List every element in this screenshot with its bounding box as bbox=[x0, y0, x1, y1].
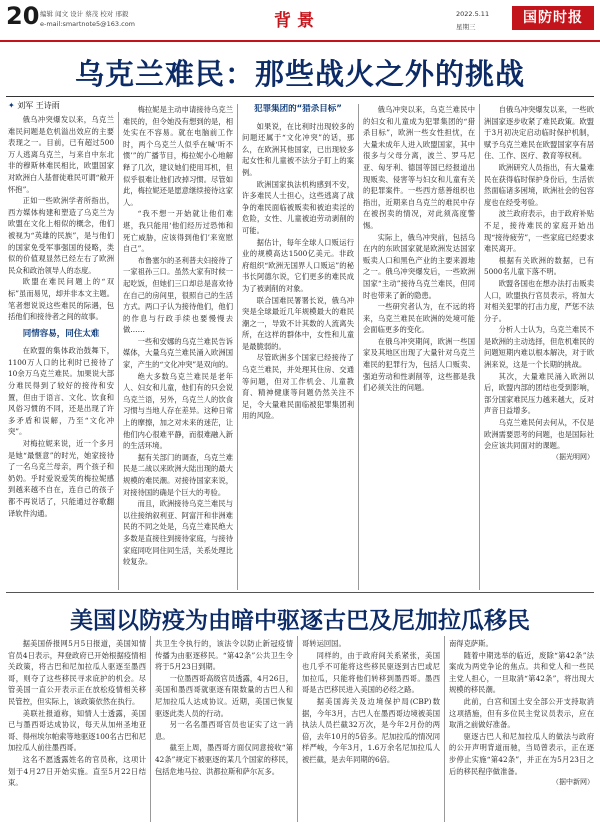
paragraph: 哥转运回国。 bbox=[302, 639, 346, 648]
column-divider bbox=[297, 636, 298, 822]
paragraph: 欧盟在难民问题上的“双标”虽而易见，却并非本文主题。笔者想说说这些难民的际遇，包括他们和接待者之间的故事。 bbox=[8, 277, 114, 322]
paragraph: 据美国侨报网5月5日报道，美国知情官员4日表示，拜登政府已开始根据疫情相关政策，将古巴和尼加拉瓜人驱逐至墨西哥，则夺了这些移民寻求庇护的机会。尽管美国一直公开表示正在放松疫情相关移民管控，但实际上，该政策依然在执行。 bbox=[8, 639, 146, 706]
paragraph: 据有关部门的调查，乌克兰难民是二战以来欧洲大陆出现的最大规模的难民潮。对接待国家来说，对接待国的确是个巨大的考验。 bbox=[123, 452, 233, 497]
paragraph: 布鲁塞尔的圣利普夫妇接待了一家祖孙三口。虽然大家有时候一起吃饭，但她们三口却总是喜欢待在自己的房间里，很照自己的生活方式。两口子认为接待他们，他们的作息与行政手续也要慢慢去做…… bbox=[123, 255, 233, 335]
paragraph: 此前，白宫和国土安全部公开支持取消这项措施，但有多位民主党议员表示，应在取消之前做好准备。 bbox=[449, 696, 594, 730]
paragraph: 而且，欧洲接待乌克兰难民与以往接纳叙利亚、阿富汗和非洲难民的不同之处是，乌克兰难民绝大多数是直接往到接待家庭，与接待家庭同吃同住同生活，关系处理比较复杂。 bbox=[123, 499, 233, 567]
paragraph: 另一名名墨西哥官员也证实了这一消息。 bbox=[155, 720, 293, 741]
column-divider bbox=[118, 112, 119, 590]
headline-rule bbox=[6, 96, 594, 97]
paragraph: 如果说，在比利时出现较多的问题还属于“文化冲突”的话，那么，在欧洲其他国家，已出现较多起女性和儿童被不法分子盯上的案例。 bbox=[242, 121, 354, 177]
paragraph: 一些研究者认为，在不远的将来，乌克兰难民在欧洲的处境可能会面临更多的变化。 bbox=[363, 302, 475, 335]
article2-column-2 bbox=[155, 638, 293, 822]
article2-column-3 bbox=[302, 638, 440, 822]
paragraph: 欧洲国家执法机构感到不安，许多难民人士担心，这些逃离了战争的难民面临被贩卖和被迫卖淫的危险，女性、儿童被迫劳动剥削的可能。 bbox=[242, 179, 354, 235]
paragraph: 尽管欧洲多个国家已经接待了乌克兰难民，并处理其住房、交通等问题，但对工作机会、儿童教育、精神健康等问题仍然关注不足，令大量难民面临被犯罪集团利用的风险。 bbox=[242, 353, 354, 421]
paragraph: 绝大多数乌克兰难民是老年人、妇女和儿童，他们有的只会说乌克兰语，另外，乌克兰人的饮食习惯与当地人存在差异。这种日常上的摩擦，加之对未来的迷茫，让他们内心很难平静，而很难融入新的生活环境。 bbox=[123, 371, 233, 451]
article2-column-1 bbox=[8, 638, 146, 822]
paragraph: 这名不愿透露姓名的官员称，这项计划于4月27日开始实施。直至5月22日结束。 bbox=[8, 754, 146, 788]
paragraph: 随着中期选举的临近，废除“第42条”法案成为两党争论的焦点。共和党人和一些民主党人担心，一旦取消“第42条”，将出现大规模的移民潮。 bbox=[449, 650, 594, 695]
paragraph: 联合国难民署署长说，俄乌冲突是全球最近几年规模最大的难民潮之一，导致不计其数的人流离失所，在这样的群体中，女性和儿童是最脆弱的。 bbox=[242, 295, 354, 351]
article-separator bbox=[6, 592, 594, 593]
editor-info: 编辑 闻文 设计 蔡茂 校对 邢毅 bbox=[40, 10, 129, 18]
paragraph: 在俄乌冲突期间，欧洲一些国家及其地区出现了大量针对乌克兰难民的犯罪行为，包括人口贩卖、强迫劳动和性剥削等，这些都是我们必须关注的问题。 bbox=[363, 336, 475, 393]
paragraph: 自俄乌冲突爆发以来，一些欧洲国家逐步收紧了难民政策。欧盟于3月初决定启动临时保护机制，赋予乌克兰难民在欧盟国家享有居住、工作、医疗、教育等权利。 bbox=[484, 105, 594, 161]
article1-column-4 bbox=[363, 104, 475, 588]
article2-column-4 bbox=[449, 638, 594, 822]
paragraph: 梅拉妮是主动申请接待乌克兰难民的，但令她没有想到的是，相处实在不容易。就在电脑前工作时，两个乌克兰人似乎在喊‘听不惯’”的广播节目，梅拉妮小心地解释了几次，建议她们使用耳机，但似乎很难让他们改掉习惯。尽管如此，梅拉妮还是愿意继续接待这家人。 bbox=[123, 105, 233, 207]
column-divider bbox=[237, 104, 238, 590]
paragraph: 共卫生令执行的，该法令以防止新冠疫情传播为由驱逐移民。“第42条”公共卫生令将于5月23日到期。 bbox=[155, 639, 293, 672]
column-divider bbox=[358, 104, 359, 590]
paragraph: 一位墨西哥高级官员透露，4月26日，美国和墨西哥就驱逐有限数量的古巴人和尼加拉瓜人达成协议。近期，美国已恢复驱逐此类人员的行动。 bbox=[155, 673, 293, 718]
article1-subhead-2: 犯罪集团的“猎杀目标” bbox=[254, 104, 342, 114]
paragraph: 据美国海关及边境保护局(CBP)数据，今年3月，古巴人在墨西哥边境被美国执法人员拦截32万次，是今年2月份的两倍，去年10月的5倍多。尼加拉瓜的情况同样严峻，今年3月，1.6万余名尼加拉瓜人被拦截，是去年同期的6倍。 bbox=[302, 696, 440, 764]
paragraph: “我不想一开始就让他们难堪，我只能用‘他们经历过恐怖和死亡威胁，应该得到他们’来宽慰自己”。 bbox=[123, 209, 233, 254]
article1-column-1 bbox=[8, 114, 114, 588]
paragraph: 在欧盟的集体政治鼓舞下，1100万人口的比利时已接待了10余万乌克兰难民。加果说大部分难民得到了较好的接待和安置，但由于语言、文化、饮食和风俗习惯的不同，还是出现了许多矛盾和误解，乃至“文化冲突”。 bbox=[8, 346, 114, 437]
page-header bbox=[0, 0, 600, 42]
article1-byline bbox=[8, 100, 60, 111]
paragraph: 美联社报道称，知情人士透露，美国已与墨西哥达成协议，每天从加州圣地亚哥、得州埃尔帕索等地驱逐100名古巴和尼加拉瓜人前往墨西哥。 bbox=[8, 708, 146, 753]
article2-credit: （据中新网） bbox=[552, 778, 594, 787]
paragraph: 欧盟各国也在想办法打击贩卖人口，欧盟执行官员表示，将加大对相关犯罪的打击力度，严惩不法分子。 bbox=[484, 278, 594, 323]
paragraph: 实际上，俄乌冲突前，包括乌在内的东欧国家就是欧洲发达国家贩卖人口和黑色产业的主要来源地之一。俄乌冲突爆发后，一些欧洲国家“主动”接待乌克兰难民，但同时也带来了新的隐患。 bbox=[363, 232, 475, 300]
column-divider bbox=[479, 104, 480, 590]
article1-column-3 bbox=[242, 104, 354, 588]
issue-date: 2022.5.11 bbox=[456, 10, 490, 18]
column-divider bbox=[150, 636, 151, 822]
paragraph: 其次，大量难民涌入欧洲以后，欧盟内部的团结也受到影响，部分国家难民压力越来越大，反对声音日益增多。 bbox=[484, 371, 594, 416]
article1-headline: 乌克兰难民：那些战火之外的挑战 bbox=[74, 57, 525, 91]
article1-column-5 bbox=[484, 104, 594, 588]
article1-column-2 bbox=[123, 104, 233, 588]
paragraph: 南得克萨斯。 bbox=[449, 639, 493, 648]
paragraph: 驱逐古巴人和尼加拉瓜人的做法与政府的公开声明背道而驰，当局曾表示，正在逐步停止实施“第42条”，并正在为5月23日之后的移民程序做准备。 bbox=[449, 731, 594, 776]
issue-weekday: 星期三 bbox=[456, 23, 476, 31]
paragraph: 根据有关欧洲的数据，已有5000名儿童下落不明。 bbox=[484, 255, 594, 277]
byline-authors: 刘军 王诗雨 bbox=[17, 101, 60, 110]
paragraph: 俄乌冲突以来，乌克兰难民中的妇女和儿童成为犯罪集团的“猎杀目标”，欧洲一些女性担忧，在大量未成年人进入欧盟国家，其中很多与父母分离，波兰、罗马尼亚、匈牙利、德国等国已经报道出现贩卖、侵害等与妇女和儿童有关的犯罪案件。一些西方慈善组织也指出，近期来自乌克兰的难民中存在被拐卖的情况，对此须高度警惕。 bbox=[363, 105, 475, 230]
email-info: e-mail:smartnote5@163.com bbox=[40, 20, 136, 28]
paragraph: 波兰政府表示，由于政府补贴不足，接待难民的家庭开始出现“接待疲劳”，一些家庭已经要求难民离开。 bbox=[484, 209, 594, 254]
paragraph: 欧洲研究人员指出，有大量难民在获得临时保护身份后，生活依然面临诸多困境，欧洲社会的包容度也在经受考验。 bbox=[484, 162, 594, 207]
column-divider bbox=[444, 636, 445, 822]
paragraph: 对梅拉妮来说，近一个多月是她“最惬意”的时光，她家接待了一名乌克兰母亲，两个孩子和奶奶。乎时爱说爱笑的梅拉妮感到越来越不自在，连自己的孩子都不再说话了，只能通过谷歌翻译软件沟通。 bbox=[8, 439, 114, 518]
paragraph: 俄乌冲突爆发以来，乌克兰难民问题是危机溢出效应的主要表现之一。目前，已有超过500万人逃离乌克兰，与来自中东北非的穆斯林难民相比，欧盟国家对欧洲白人基督徒难民可谓“敞开怀抱”。 bbox=[8, 115, 114, 194]
paragraph: 乌克兰难民何去何从，不仅是欧洲需要思考的问题，也是国际社会应该共同面对的课题。 bbox=[484, 418, 594, 451]
article1-credit: （据光明网） bbox=[552, 452, 594, 461]
section-title: 背景 bbox=[274, 11, 320, 31]
star-icon: ✦ bbox=[8, 101, 15, 110]
paragraph: 一些和安娜的乌克兰难民告诉媒体，大量乌克兰难民涌入欧洲国家，产生的“文化冲突”是双向的。 bbox=[123, 336, 233, 370]
paragraph: 正如一些欧洲学者所指出，西方媒体构建和塑造了乌克兰为欧盟在文化上相似的概念，他们被视为“英雄的民族”，是与他们的国家免受军事强国的侵略，类似的价值观显然已经左右了欧洲民众和政治领导人的态度。 bbox=[8, 196, 114, 275]
paragraph: 同样的，由于政府间关系紧张，美国也几乎不可能将这些移民驱逐到古巴或尼加拉瓜，只能将他们转移到墨西哥。墨西哥是古巴移民进入美国的必经之路。 bbox=[302, 650, 440, 695]
article2-headline: 美国以防疫为由暗中驱逐古巴及尼加拉瓜移民 bbox=[70, 608, 530, 634]
newspaper-masthead-logo: 国防时报 bbox=[512, 6, 594, 30]
paragraph: 据估计，每年全球人口贩运行业的规模高达1500亿美元。非政府组织“欧洲无国界人口贩运”的秘书长阿德尔说，它们更多的难民成为了被剥削的对象。 bbox=[242, 237, 354, 293]
paragraph: 截至上周，墨西哥方面仅同意接收“第42条”规定下被驱逐的某几个国家的移民，包括危地马拉、洪都拉斯和萨尔瓦多。 bbox=[155, 743, 293, 776]
page-number: 20 bbox=[6, 2, 40, 30]
paragraph: 分析人士认为，乌克兰难民不是欧洲的主动选择，但危机难民的问题短期内难以根本解决，对于欧洲来说，这是一个长期的挑战。 bbox=[484, 325, 594, 370]
article1-subhead-1: 同情容易，同住太难 bbox=[22, 328, 100, 339]
